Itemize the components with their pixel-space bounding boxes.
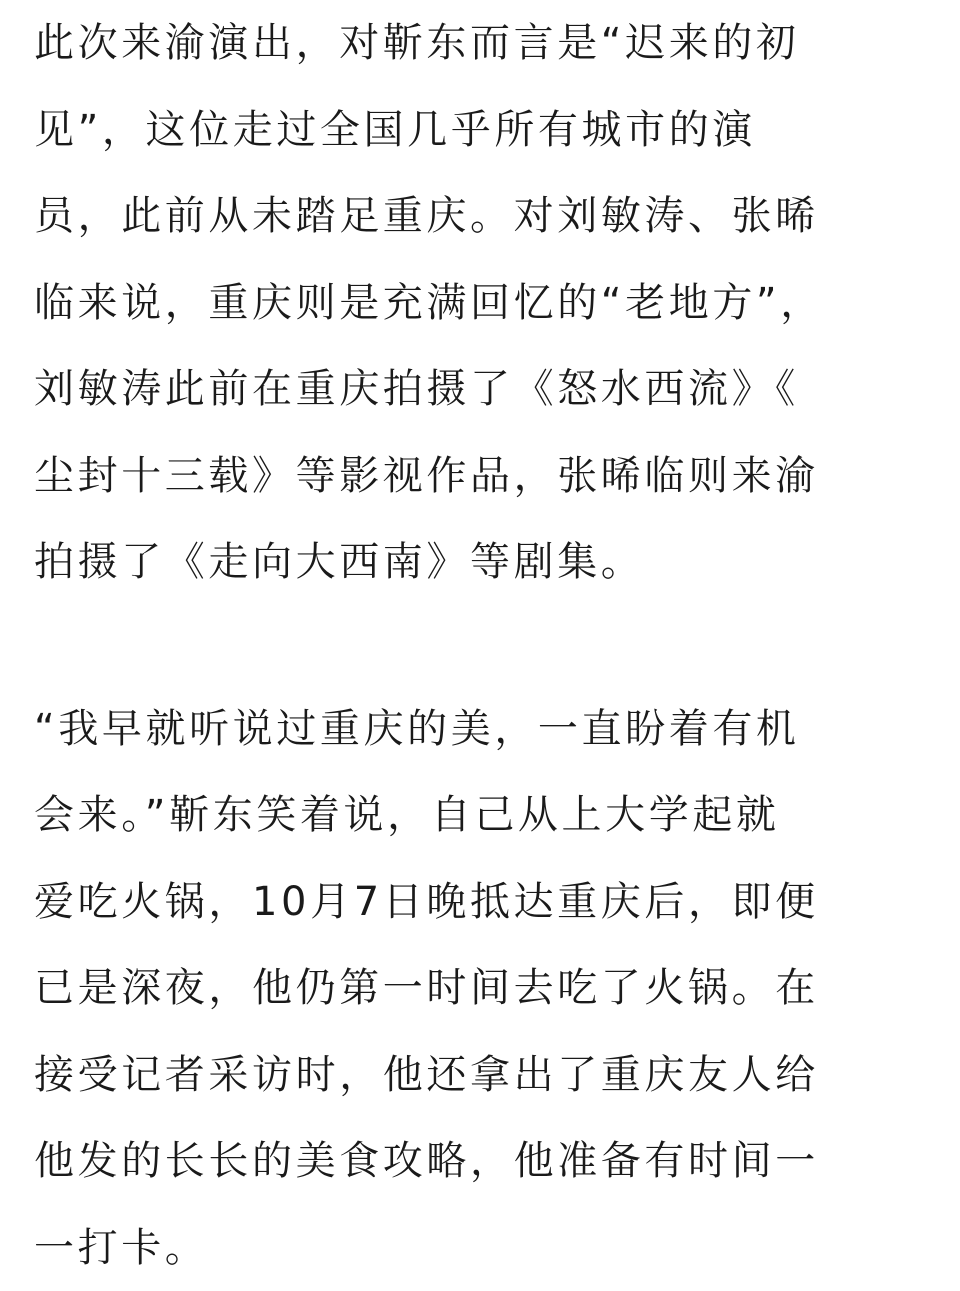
text-line: 他发的长长的美食攻略，他准备有时间一 <box>34 1118 934 1205</box>
text-line: 员，此前从未踏足重庆。对刘敏涛、张晞 <box>34 173 934 260</box>
paragraph-1 <box>34 0 934 606</box>
text-line: 爱吃火锅，10月7日晚抵达重庆后，即便 <box>34 859 934 946</box>
text-line: 尘封十三载》等影视作品，张晞临则来渝 <box>34 433 934 520</box>
text-line: 已是深夜，他仍第一时间去吃了火锅。在 <box>34 945 934 1032</box>
text-line: 见”，这位走过全国几乎所有城市的演 <box>34 87 934 174</box>
text-line: 一打卡。 <box>34 1205 934 1291</box>
text-line: 临来说，重庆则是充满回忆的“老地方”， <box>34 260 934 347</box>
text-line: “我早就听说过重庆的美，一直盼着有机 <box>34 686 934 773</box>
paragraph-2 <box>34 686 934 1291</box>
text-line: 刘敏涛此前在重庆拍摄了《怒水西流》《 <box>34 346 934 433</box>
text-line: 此次来渝演出，对靳东而言是“迟来的初 <box>34 0 934 87</box>
text-line: 拍摄了《走向大西南》等剧集。 <box>34 519 934 606</box>
article-body <box>34 0 934 1291</box>
paragraph-spacer <box>34 606 934 686</box>
text-line: 接受记者采访时，他还拿出了重庆友人给 <box>34 1032 934 1119</box>
text-line: 会来。”靳东笑着说，自己从上大学起就 <box>34 772 934 859</box>
